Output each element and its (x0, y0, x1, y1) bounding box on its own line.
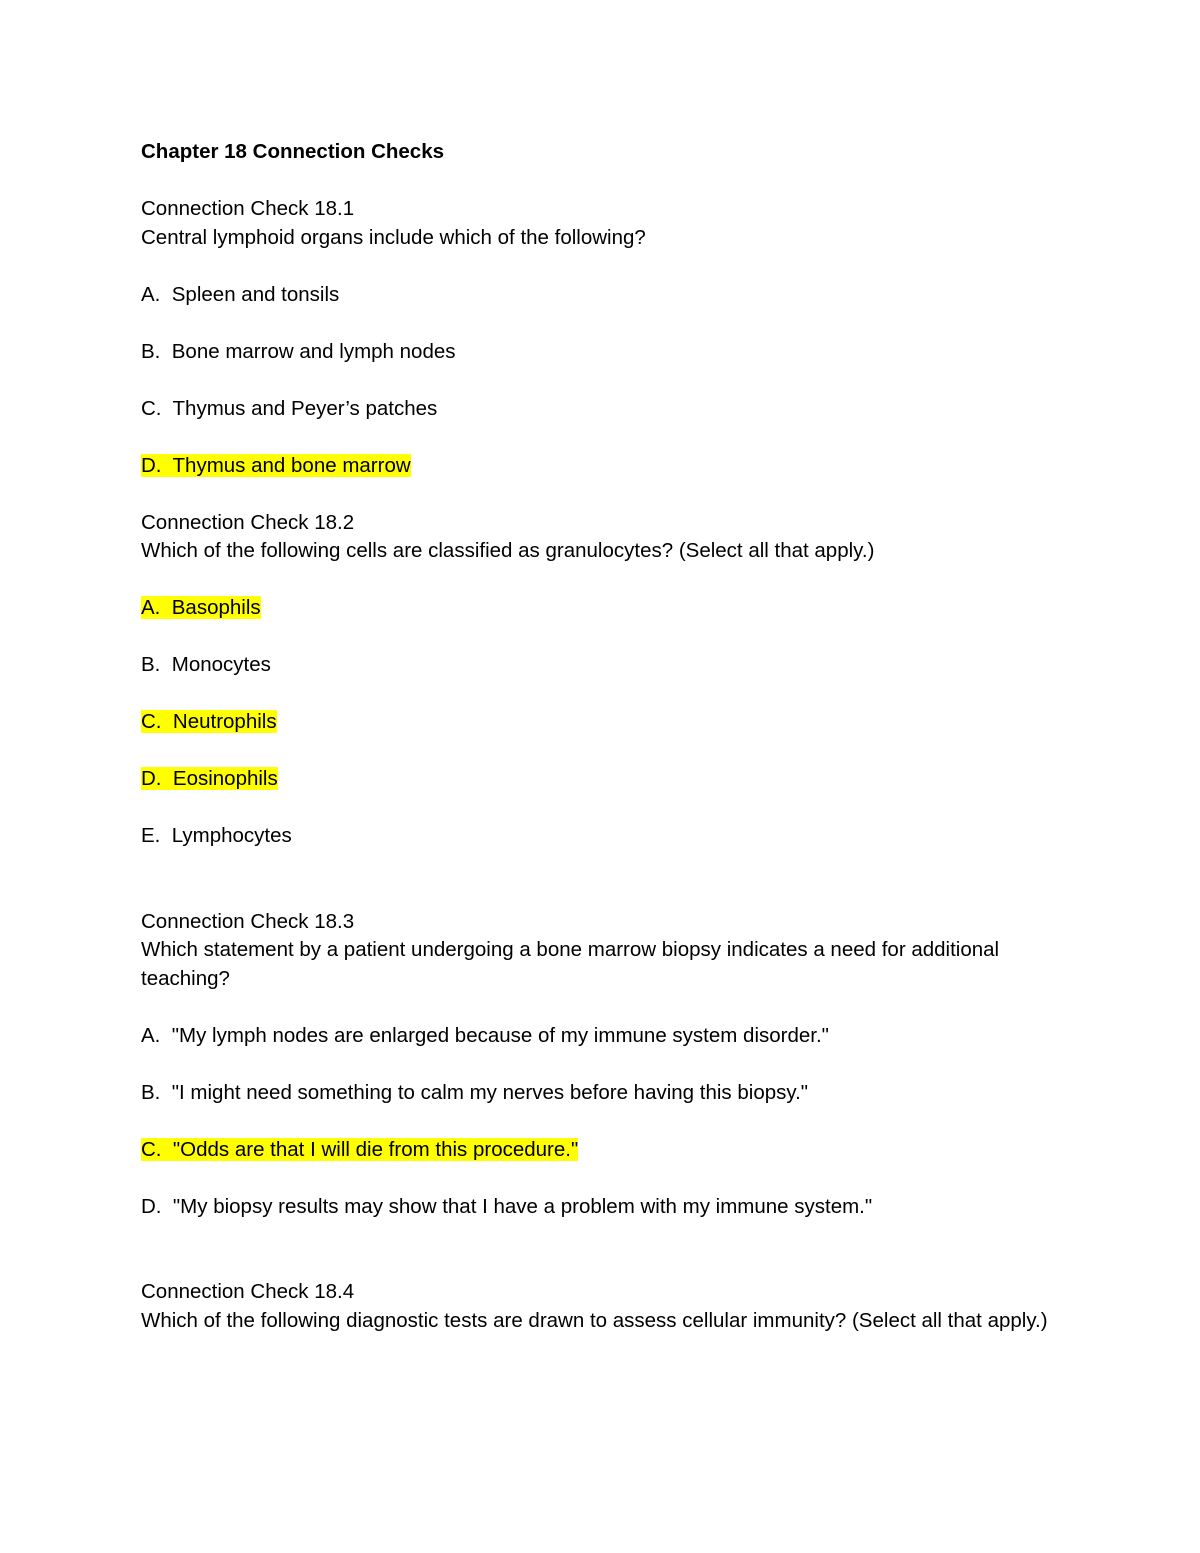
document-page (141, 138, 1061, 1364)
answer-option: B. Monocytes (141, 653, 271, 676)
connection-check-section (141, 1278, 1061, 1335)
connection-check-section (141, 509, 1061, 851)
answer-option-highlighted: C. "Odds are that I will die from this procedure." (141, 1137, 579, 1161)
question-text: Central lymphoid organs include which of the following? (141, 225, 646, 249)
connection-check-section (141, 908, 1061, 1222)
answer-option-highlighted: D. Thymus and bone marrow (141, 453, 411, 477)
answer-option-highlighted: C. Neutrophils (141, 710, 277, 733)
answer-option: D. "My biopsy results may show that I have a problem with my immune system." (141, 1194, 873, 1218)
answer-option: A. Spleen and tonsils (141, 282, 340, 306)
connection-check-label: Connection Check 18.3 (141, 909, 355, 933)
question-text: Which of the following diagnostic tests are drawn to assess cellular immunity? (Select all that apply.) (141, 1308, 1048, 1332)
spacer (141, 1250, 1061, 1279)
answer-option-highlighted: D. Eosinophils (141, 767, 278, 790)
connection-check-section (141, 195, 1061, 480)
question-text: Which statement by a patient undergoing a bone marrow biopsy indicates a need for additional teaching? (141, 938, 1000, 990)
spacer (141, 879, 1061, 908)
question-text: Which of the following cells are classified as granulocytes? (Select all that apply.) (141, 539, 875, 562)
answer-option: A. "My lymph nodes are enlarged because of my immune system disorder." (141, 1023, 829, 1047)
connection-check-label: Connection Check 18.4 (141, 1280, 355, 1303)
answer-option-highlighted: A. Basophils (141, 596, 261, 619)
answer-option: B. "I might need something to calm my nerves before having this biopsy." (141, 1080, 809, 1104)
document-title: Chapter 18 Connection Checks (141, 140, 445, 163)
answer-option: C. Thymus and Peyer’s patches (141, 396, 438, 420)
answer-option: E. Lymphocytes (141, 824, 292, 847)
connection-check-label: Connection Check 18.2 (141, 510, 355, 534)
connection-check-label: Connection Check 18.1 (141, 197, 355, 220)
answer-option: B. Bone marrow and lymph nodes (141, 339, 456, 363)
